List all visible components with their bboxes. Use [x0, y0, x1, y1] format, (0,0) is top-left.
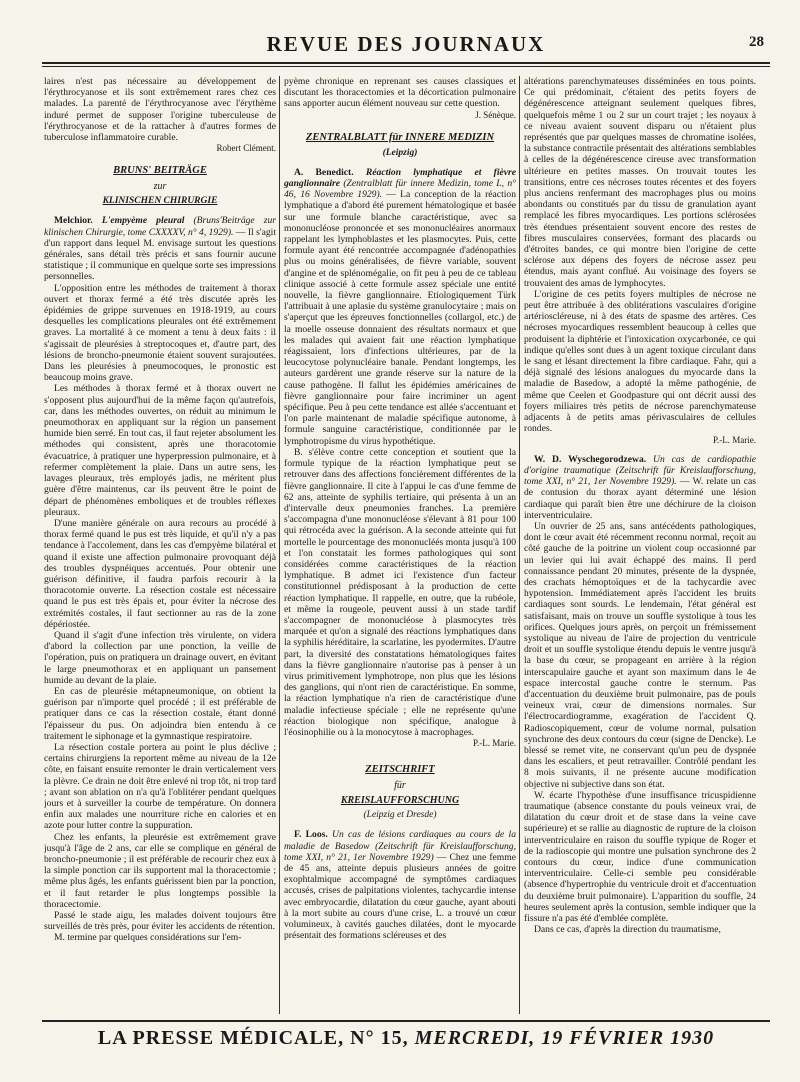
- paragraph: W. écarte l'hypothèse d'une insuffisance tricuspidienne traumatique (absence constante du pouls veineux vrai, de dilatation du cœur droit et de stase dans la veine cave supérieure) et se rallie au diagnostic de rupture de la cloison interventriculaire en raison du souffle typique de Roger et de la radioscopie qui montre une pulsation synchrone des 2 contours du cœur, indice d'une communication interventriculaire. Celle-ci semble peu considérable (absence d'hypertrophie du ventricule droit et d'accentuation du deuxième bruit pulmonaire). L'apparition du souffle, 24 heures seulement après la contusion, semble indiquer que la fissure n'a pas été d'emblée complète.: [524, 789, 756, 925]
- paragraph-text: — La conception de la réaction lymphatique a d'abord été purement hématologique et basée sur une formule blanche caractéristique, avec sa mononucléose prononcée et ses mononucléaires anormaux rappelant les lymphoblastes et les plasmocytes. Puis, cette formule ayant été rencontrée accompagnée d'adénopathies plus ou moins généralisées, de fièvre variable, souvent d'angine et de splénomégalie, on fit peu à peu de ce tableau clinique associé à cette formule assez spéciale une entité nouvelle, la fièvre ganglionnaire. Etiologiquement Türk l'attribuait à une aplasie du système granulocytaire ; mais on s'aperçut que les épreuves fonctionnelles (collargol, etc.) de la moelle osseuse donnaient des résultats normaux et que les malades qui avaient fait une réaction lymphatique réagissaient, lors d'infections ultérieures, par de la leucocytose polynucléaire banale. Pendant longtemps, les auteurs gardèrent une grande réserve sur la nature de la cause pathogène. Il fallut les épidémies américaines de fièvre ganglionnaire pour faire incriminer un agent spécifique. Peu à peu cette tendance est allée s'accentuant et l'on parle maintenant de maladie spécifique autonome, à formule sanguine caractéristique, conditionnée par le lymphotropisme du virus hypothétique.: [284, 189, 516, 447]
- section-heading: BRUNS' BEITRÄGE: [113, 165, 207, 177]
- section-subheading: KLINISCHEN CHIRURGIE: [102, 196, 218, 207]
- article-continuation: pyème chronique en reprenant ses causes classiques et discutant les thoracectomies et la décortication pulmonaire sans apporter aucun élément nouveau sur cette question.: [284, 76, 516, 110]
- footer-issue-number: N° 15,: [350, 1027, 409, 1049]
- article-title: Réaction lymphatique et fièvre ganglionnaire: [284, 166, 516, 190]
- section-heading: ZEITSCHRIFT: [365, 764, 435, 776]
- article-author: W. D. Wyschegorodzewa.: [534, 453, 647, 465]
- column-1: [44, 76, 276, 1016]
- section-subheading: für: [394, 780, 406, 792]
- paragraph: Passé le stade aigu, les malades doivent toujours être surveillés de très près, pour éviter les accidents de rétention.: [44, 910, 276, 933]
- article-title: Un cas de lésions cardiaques au cours de la maladie de Basedow: [284, 829, 516, 852]
- paragraph: B. s'élève contre cette conception et soutient que la formule typique de la réaction lymphatique peut se retrouver dans des affections foncièrement différentes de la fièvre ganglionnaire. Il cite à l'appui le cas d'une femme de 62 ans, atteinte de syphilis tertiaire, qui présenta à un an d'intervalle deux pneumonies franches. La première s'accompagna d'une mononucléose s'élevant à 81 pour 100 qui rétrocéda avec la guérison. A la seconde atteinte qui fut mortelle le pourcentage des mononucléés monta jusqu'à 100 et l'on constatait les formes pathologiques qui sont considérées comme caractéristiques de la réaction lymphatique. B admet ici l'existence d'un facteur constitutionnel prédisposant à la production de cette réaction lymphatique. Il rappelle, en outre, que la rubéole, et même la rougeole, peuvent aussi à un stade tardif s'accompagner de mononucléose à plasmocytes très marquée et qu'on a signalé des réactions lymphatiques dans la syphilis héréditaire, la scarlatine, les pyodermites. D'autre part, la diversité des constatations hématologiques faites dans la fièvre ganglionnaire n'autorise pas à penser à un virus primitivement lymphotrope, non plus que les lésions des ganglions, qui n'ont rien de caractéristique. En somme, la réaction lymphatique n'a rien de caractéristique d'une maladie infectieuse spéciale ; elle ne représente qu'une réaction biologique non spécifique, analogue à l'éosinophilie ou à la monocytose à macrophages.: [284, 446, 516, 738]
- column-divider: [279, 76, 280, 1014]
- paragraph: Un ouvrier de 25 ans, sans antécédents pathologiques, dont le cœur avait été récemment reconnu normal, reçoit au côté gauche de la poitrine un violent coup occasionné par un levier qui lui avait échappé des mains. Il perd connaissance pendant 20 minutes, présente de la dyspnée, des crachats hémoptoïques et de la tachycardie avec hypotension. Immédiatement après l'accident les bruits cardiaques sont sourds. Le lendemain, l'état général est satisfaisant, mais on trouve un souffle systolique à tous les orifices. Quelques jours après, on perçoit un frémissement systolique au niveau de l'aire de projection du ventricule droit et un souffle systolique étendu depuis le ventre jusqu'à la base du cœur, se propageant en arrière à la région interscapulaire gauche et ayant son maximum dans le 4e espace intercostal gauche contre le sternum. Pas d'accentuation du deuxième bruit pulmonaire, pas de pouls veineux vrai, cœur de dimensions normales. Sur l'électrocardiogramme, exagération de l'accident Q. Radioscopiquement, cœur de volume normal, pulsation synchrone des deux contours du cœur (signe de Dencke). Le blessé se remet vite, ne conservant qu'un peu de dyspnée dans les escaliers, et peut retravailler. Contrôlé pendant les 8 mois suivants, il ne présente aucune modification objective ni subjective dans son état.: [524, 520, 756, 790]
- article-reference: (Zeitschrift für Kreislaufforschung, tome XXI, n° 21, 1er Novembre 1929).: [524, 464, 756, 488]
- section-heading: ZENTRALBLATT für INNERE MEDIZIN: [305, 131, 495, 143]
- paragraph: L'opposition entre les méthodes de traitement à thorax ouvert et thorax fermé a été très discutée après les épidémies de grippe survenues en 1918-1919, au cours desquelles les complications pleurales ont été extrêmement graves. La mortalité à ce moment a tenu à deux faits : il s'agissait de pleurésies à streptocoques et, d'autre part, des lésions de broncho-pneumonie étaient souvent surajoutées. Dans les pleurésies à pneumocoques, le pronostic est beaucoup moins grave.: [44, 282, 276, 384]
- paragraph: D'une manière générale on aura recours au procédé à thorax fermé quand le pus est très liquide, et qu'il n'y a pas tendance à l'accolement, dans les cas d'empyème bilatéral et quand il existe une affection pulmonaire provoquant déjà des troubles dyspnéiques accentués. Pour obtenir une guérison définitive, il faudra parfois recourir à la thoracotomie ouverte. La résection costale est nécessaire quand le pus est très épais et, pour éviter la nécrose des extrémités costales, il faut sectionner au ras de la zone dépériostée.: [44, 517, 276, 630]
- author-signature: P.-L. Marie.: [473, 738, 516, 749]
- paragraph: En cas de pleurésie métapneumonique, on obtient la guérison par n'importe quel procédé ; il est préférable de pratiquer dans ce cas la résection costale, étant donné l'épaisseur du pus. On adjoindra bien entendu à ce traitement le siphonage et la gymnastique respiratoire.: [44, 685, 276, 742]
- page-number: 28: [749, 34, 764, 50]
- article-reference: (Bruns'Beiträge zur klinischen Chirurgie, tome CXXXXV, n° 4, 1929).: [44, 215, 276, 238]
- article-abstract: [524, 454, 756, 521]
- section-subheading: KREISLAUFFORSCHUNG: [340, 795, 460, 807]
- paragraph: Dans ce cas, d'après la direction du traumatisme,: [534, 924, 721, 936]
- section-subheading: zur: [153, 181, 167, 193]
- article-author: A. Benedict.: [294, 166, 354, 178]
- column-3: [524, 76, 756, 1016]
- section-subheading: (Leipzig): [382, 147, 418, 158]
- article-continuation: altérations parenchymateuses disséminées en tous points. Ce qui prédominait, c'étaient des petits foyers de dégénérescence atteignant seulement quelques fibres, quelquefois même 1 ou 2 sur un court trajet ; les noyaux à ce niveau avaient souvent disparu ou n'étaient plus représentés que par quelques masses de chromatine isolées, la substance contractile présentait des altérations semblables à celles de la dégénérescence cireuse avec transformation ultérieure en petites masses. On trouvait toutes les transitions, entre ces nécroses toutes récentes et des foyers plus anciens renfermant des macrophages plus ou moins abondants ou constitués par du tissu de granulation ayant remplacé les fibres myocardiques. Les portions sclérosées très étendues présentaient souvent encore des restes de fibres musculaires conservées, formant des placards ou d'étroites bandes, ce qui montre bien l'origine de cette sclérose aux dépens des foyers de nécrose assez peu étendus, mais ayant conflué. Au voisinage des foyers se trouvaient des amas de lymphocytes.: [524, 76, 756, 289]
- article-author: F. Loos.: [294, 829, 328, 841]
- article-author: Melchior.: [54, 215, 93, 227]
- article-reference: (Zentralblatt für innere Medizin, tome L, n° 46, 16 Novembre 1929).: [284, 178, 516, 201]
- article-title: L'empyème pleural: [101, 215, 185, 227]
- journal-section-title: REVUE DES JOURNAUX: [266, 32, 546, 56]
- article-abstract: [284, 167, 516, 447]
- author-signature: P.-L. Marie.: [713, 434, 756, 445]
- header-rule: [42, 62, 770, 64]
- footer-rule: [42, 1020, 770, 1022]
- author-signature: J. Sénèque.: [475, 109, 516, 120]
- paragraph-text: — W. relate un cas de contusion du thorax ayant déterminé une lésion cardiaque qui paraît bien être une déchirure de la cloison interventriculaire.: [524, 476, 756, 521]
- header-rule-thin: [42, 66, 770, 67]
- author-signature: Robert Clément.: [216, 143, 276, 154]
- section-subheading: (Leipzig et Dresde): [363, 810, 437, 821]
- paragraph: Quand il s'agit d'une infection très virulente, on videra d'abord la collection par une ponction, la veille de l'opération, puis on pratiquera un drainage ouvert, en évitant le large pneumothorax et en appliquant un pansement humide au devant de la plaie.: [44, 629, 276, 686]
- page-footer: [42, 1027, 770, 1050]
- footer-date: MERCREDI, 19 FÉVRIER 1930: [414, 1027, 715, 1049]
- paragraph: M. termine par quelques considérations sur l'em-: [54, 932, 242, 944]
- spacer: [524, 446, 756, 454]
- page-header: [42, 30, 770, 58]
- paragraph-text: — Il s'agit d'un rapport dans lequel M. envisage surtout les questions générales, sans détail très précis et sans fournir aucune statistique ; il communique en quelque sorte ses impressions personnelles.: [44, 226, 276, 283]
- article-abstract: [284, 829, 516, 941]
- article-reference: (Zeitschrift für Kreislaufforschung, tome XXI, n° 21, 1er Novembre 1929): [284, 840, 516, 863]
- article-abstract: [44, 215, 276, 282]
- column-2: [284, 76, 516, 1016]
- article-continuation: laires n'est pas nécessaire au développement de l'érythrocyanose et ils sont extrêmement rares chez ces malades. La parenté de l'érythrocyanose avec l'érythème induré permet de supposer l'origine tuberculeuse de l'érythrocyanose et de la rattacher à d'autres formes de tuberculose inflammatoire curable.: [44, 76, 276, 144]
- paragraph-text: — Chez une femme de 45 ans, atteinte depuis plusieurs années de goitre exophtalmique accompagné de symptômes cardiaques accusés, crises de palpitations violentes, tachycardie intense avec embryocardie, dilatation du cœur gauche, ayant abouti à la mort subite au cours d'une crise, L. a trouvé un cœur volumineux, à cavités gauches dilatées, dont le myocarde présentait des formations scléreuses et des: [284, 851, 516, 942]
- paragraph: La résection costale portera au point le plus déclive ; certains chirurgiens la reportent même au niveau de la 12e côte, en faisant ensuite remonter le drain verticalement vers la plèvre. Ce drain ne doit être enlevé ni trop tôt, ni trop tard ; avant son ablation on n'a qu'à l'oblitérer pendant quelques jours et à surveiller la courbe de température. On donnera enfin aux malades une nourriture riche en calories et en azote pour lutter contre la suppuration.: [44, 741, 276, 832]
- paragraph: L'origine de ces petits foyers multiples de nécrose ne peut être attribuée à des oblitérations vasculaires d'origine artérioscléreuse, ni à des états de spasme des artères. Ces nécroses myocardiques ressemblent beaucoup à celles que produisent la diphtérie et l'intoxication oxycarbonée, ce qui indique qu'elles sont dues à un agent toxique circulant dans le sang et lésant directement la fibre cardiaque. Fahr, qui a déjà signalé des lésions analogues du myocarde dans la maladie de Basedow, a adopté la même pathogénie, de même que Ceelen et Goodpasture qui ont décrit aussi des foyers miliaires très petits de nécrose parenchymateuse adjacents à de petits amas périvasculaires de cellules rondes.: [524, 288, 756, 435]
- column-divider: [519, 76, 520, 1014]
- paragraph: Chez les enfants, la pleurésie est extrêmement grave jusqu'à l'âge de 2 ans, car elle se complique en général de broncho-pneumonie ; il est préférable de recourir chez eux à la simple ponction car ils supportent mal la thoracectomie ; même plus âgés, les enfants guérissent bien par la ponction, et il faut retarder le plus longtemps possible la thoracectomie.: [44, 831, 276, 910]
- paragraph: Les méthodes à thorax fermé et à thorax ouvert ne s'opposent plus aujourd'hui de la même façon qu'autrefois, car, dans les méthodes ouvertes, on réduit au minimum le pneumothorax en appliquant sur la région un pansement humide bien serré. En tout cas, il faut rejeter absolument les méthodes qui consistent, après une thoracotomie évacuatrice, à pratiquer une hyperpression pulmonaire, et à refermer complètement la plaie. Dans un autre sens, les lavages pleuraux, très employés jadis, ne méritent plus guère d'être maintenus, car ils peuvent être le point de départ de phénomènes emboliques et de troubles réflexes pleuraux.: [44, 383, 276, 518]
- article-title: Un cas de cardiopathie d'origine traumatique: [524, 453, 756, 476]
- footer-journal-name: LA PRESSE MÉDICALE,: [97, 1027, 345, 1049]
